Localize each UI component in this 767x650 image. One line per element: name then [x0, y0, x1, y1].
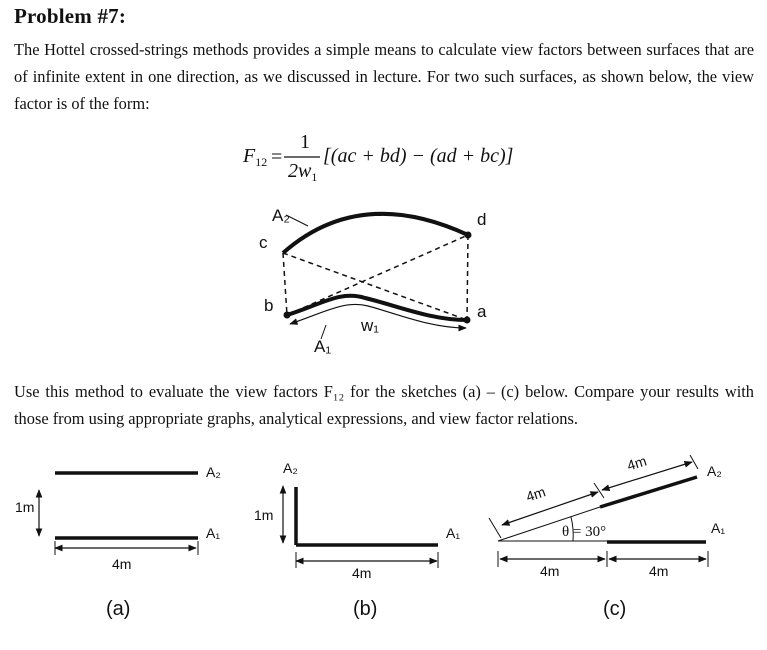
string-ad [467, 235, 468, 320]
equation-equals: = [271, 146, 283, 168]
sketch-a-label-height: 1m [15, 499, 35, 515]
sketch-a-label-a1: A₁ [206, 525, 221, 541]
sketch-c-graphics [489, 452, 708, 567]
sketch-c-caption: (c) [603, 598, 627, 620]
sketch-a-label-a2: A₂ [206, 464, 221, 480]
equation-rhs: [(ac + bd) − (ad + bc)] [323, 145, 514, 167]
sketch-b-label-a1: A₁ [446, 525, 461, 541]
diagram-label-b: b [264, 296, 274, 315]
sketch-c-label-a2: A₂ [707, 463, 722, 479]
diagram-label-w1: w₁ [361, 316, 380, 335]
sketch-c-label-inclined-length: 4m [625, 452, 649, 474]
sketch-c-gap-arrow [502, 492, 598, 525]
point-a [464, 317, 471, 324]
sketch-b-label-a2: A₂ [283, 460, 298, 476]
point-b [284, 312, 291, 319]
sketch-b-graphics [283, 486, 438, 568]
equation-denominator: $2w_1$ [288, 160, 318, 184]
string-bc [283, 253, 287, 315]
sketch-c-label-angle: θ = 30° [562, 524, 607, 540]
string-ac [283, 253, 467, 320]
instructions-paragraph: Use this method to evaluate the view factors F₁₂ for the sketches (a) – (c) below. Compare your results with those from using appropriate graphs, analytical expressions, and view factor relations. [14, 382, 754, 428]
diagram-label-a1: A₁ [314, 337, 332, 356]
surface-a2-curve [283, 214, 468, 253]
sketch-b-label-length: 4m [352, 565, 372, 581]
equation-lhs: $F_{12}$ [243, 145, 268, 169]
sketch-a-label-length: 4m [112, 556, 132, 572]
sketch-a-graphics [39, 473, 198, 555]
intro-paragraph: The Hottel crossed-strings methods provides a simple means to calculate view factors between surfaces that are of infinite extent in one direction, as we discussed in lecture. For two such surfaces, as shown below, the view factor is of the form: [14, 40, 754, 113]
equation-numerator: 1 [300, 131, 310, 153]
diagram-label-a2: A₂ [272, 206, 290, 225]
sketch-b-caption: (b) [353, 598, 378, 620]
diagram-label-a: a [477, 302, 487, 321]
sketch-c-surface-a2 [600, 477, 697, 507]
sketch-c-label-gap-length: 4m [524, 483, 548, 505]
point-d [465, 232, 472, 239]
problem-title: Problem #7: [14, 4, 127, 28]
diagram-label-d: d [477, 210, 487, 229]
sketch-a-caption: (a) [106, 598, 131, 620]
sketch-c-label-bottom-right: 4m [649, 563, 669, 579]
diagram-label-c: c [259, 233, 268, 252]
sketch-c-label-a1: A₁ [711, 520, 726, 536]
sketch-c-label-bottom-left: 4m [540, 563, 560, 579]
sketch-b-label-height: 1m [254, 507, 274, 523]
